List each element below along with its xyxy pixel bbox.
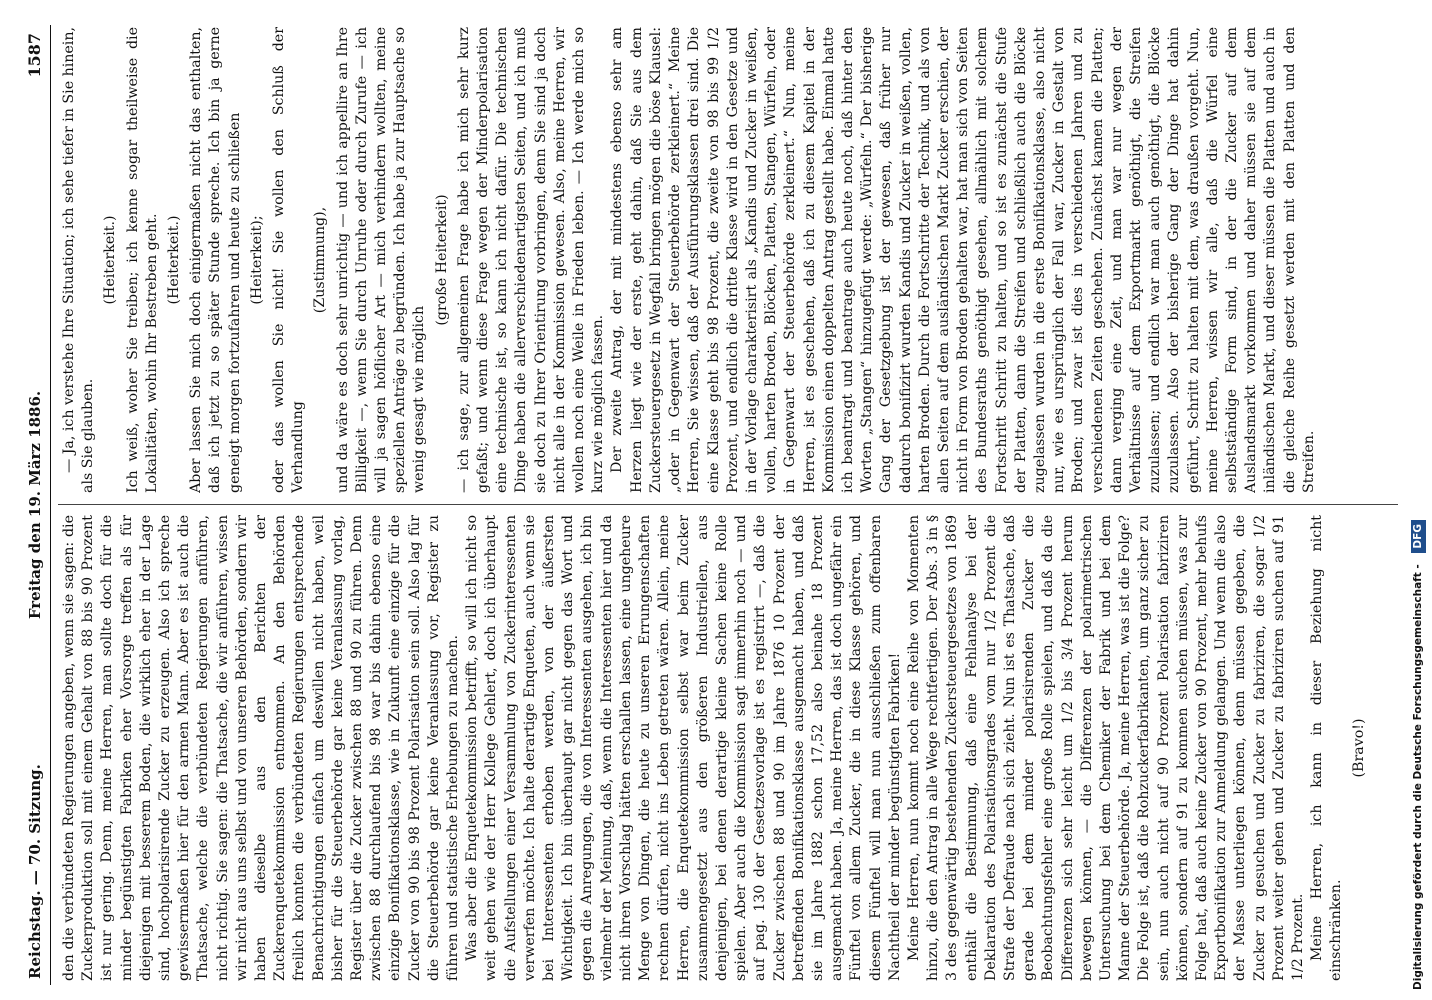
dfg-logo: DFG [1411,520,1426,553]
page-number: 1587 [25,33,44,78]
paragraph: und da wäre es doch sehr unrichtig — und ich appellire an Ihre Billigkeit —, wenn Sie durch Unruhe oder durch Zurufe — ich will ja sagen höflicher Art — mich verhindern wollten, meine speziellen Anträge zu begründen. Ich habe ja zur Hauptsache so wenig gesagt wie möglich [334,27,428,493]
paragraph: Meine Herren, ich kann in dieser Beziehung nicht einschränken. [1309,515,1345,981]
credit-text: Digitalisierung gefördert durch die Deutsche Forschungsgemeinschaft - [1412,564,1424,990]
paragraph: Meine Herren, nun kommt noch eine Reihe von Momenten hinzu, die den Antrag in alle Wege rechtfertigen. Der Abs. 3 in § 3 des gegenwärtig bestehenden Zuckersteuergesetzes von 1869 enthält die Bestimmung, daß eine Fehlanalyse bei der Deklaration des Polarisationsgrades vom nur 1/2 Prozent die Strafe der Defraude nach sich zieht. Nun ist es Thatsache, daß gerade bei dem minder polarisirenden Zucker die Beobachtungsfehler eine große Rolle spielen, und daß da die Differenzen sich sehr leicht um 1/2 bis 3/4 Prozent herum bewegen können, — die Differenzen der polarimetrischen Untersuchung bei dem Chemiker der Fabrik und bei dem Manne der Steuerbehörde. Ja, meine Herren, was ist die Folge? Die Folge ist, daß die Rohzuckerfabrikanten, um ganz sicher zu sein, nun auch nicht auf 90 Prozent Polarisation fabriziren können, sondern auf 91 zu kommen suchen müssen, was zur Folge hat, daß auch keine Zucker von 90 Prozent, mehr behufs Exportbonifikation zur Anmeldung gelangen. Und wenn die also der Masse unterliegen können, denn müssen gegeben, die Zucker zu gesuchen und Zucker zu fabriziren, die sogar 1/2 Prozent weiter gehen und Zucker zu fabriziren suchen auf 91 1/2 Prozent. [905,515,1306,981]
stage-direction: (Heiterkeit.) [102,215,119,305]
stage-direction: (Heiterkeit); [248,215,265,305]
header-session: Reichstag. — 70. Sitzung. [26,764,44,979]
text-column-right [60,27,1400,493]
stage-direction: (große Heiterkeit) [433,194,450,326]
paragraph: Aber lassen Sie mich doch einigermaßen nicht das enthalten, daß ich jetzt zu so später Stunde spreche. Ich bin ja gerne geneigt morgen fortzufahren und heute zu schließen [188,27,243,493]
stage-direction: (Zustimmung), [312,206,329,314]
paragraph: — ich sage, zur allgemeinen Frage habe ich mich sehr kurz gefaßt; und wenn diese Frage wegen der Minderpolarisation eine technische ist, so kann ich nicht dafür. Die technischen Dinge haben die allerverschiedenartigsten Seiten, und ich muß sie doch zu Ihrer Orientirung vorbringen, denn Sie sind ja doch nicht alle in der Kommission gewesen. Also, meine Herren, wir wollen noch eine Weile in Frieden leben. — Ich werde mich so kurz wie möglich fassen. [455,27,607,493]
paragraph: — Ja, ich verstehe Ihre Situation; ich sehe tiefer in Sie hinein, als Sie glauben. [61,27,97,493]
header-date: Freitag den 19. März 1886. [26,390,44,620]
stage-direction: (Heiterkeit.) [166,215,183,305]
paragraph: Der zweite Antrag, der mit mindestens ebenso sehr am Herzen liegt wie der erste, geht dahin, daß Sie aus dem Zuckersteuergesetz in Wegfall bringen mögen die böse Klausel: „oder in Gegenwart der Steuerbehörde zerkleinert.“ Meine Herren, Sie wissen, daß der Ausführungsklassen drei sind. Die eine Klasse geht bis 98 Prozent, die zweite von 98 bis 99 1/2 Prozent, und endlich die dritte Klasse wird in den Gesetze und in der Vorlage charakterisirt als „Kandis und Zucker in weißen, vollen, harten Broden, Blöcken, Platten, Stangen, Würfeln, oder in Gegenwart der Steuerbehörde zerkleinert.“ Nun, meine Herren, ist es geschehen, daß ich zu diesem Kapitel in der Kommission einen doppelten Antrag gestellt habe. Einmal hatte ich beantragt und beantrage auch heute noch, daß hinter den Worten „Stangen“ hinzugefügt werde: „Würfeln.“ Der bisherige Gang der Gesetzgebung ist der gewesen, daß früher nur dadurch bonifizirt wurden Kandis und Zucker in weißen, vollen, harten Broden. Durch die Fortschritte der Technik, und als von allen Seiten auf dem ausländischen Markt Zucker erschien, der nicht in Form von Broden gehalten war, hat man sich von Seiten des Bundesraths genöthigt gesehen, allmählich mit solchem Fortschritt Schritt zu halten, und so ist es zunächst die Stufe der Platten, dann die Streifen und schließlich auch die Blöcke zugelassen wurden in die erste Bonifikationsklasse, also nicht nur, wie es ursprünglich der Fall war, Zucker in Gestalt von Broden; und zwar ist dies in verschiedenen Jahren und zu verschiedenen Zeiten geschehen. Zunächst kamen die Platten; dann verging eine Zeit, und man war nur wegen der Verhältnisse auf dem Exportmarkt genöthigt, die Streifen zuzulassen; und endlich war man auch genöthigt, die Blöcke zuzulassen. Also der bisherige Gang der Dinge hat dahin geführt, Schritt zu halten mit dem, was draußen vorgeht. Nun, meine Herren, wissen wir alle, daß die Würfel eine selbstständige Form sind, in der die Zucker auf dem Auslandsmarkt vorkommen und daher müssen sie auf dem inländischen Markt, und dieser müssen die Platten und auch in die gleiche Reihe gesetzt werden mit den Platten und den Streifen. [609,27,1317,493]
digitization-credit [1405,0,1432,1000]
column-divider [58,504,1398,505]
stage-direction: (Bravo!) [1350,718,1367,778]
paragraph: den die verbündeten Regierungen angeben, wenn sie sagen: die Zuckerproduktion soll mit einem Gehalt von 88 bis 90 Prozent ist nur gering. Denn, meine Herren, man sollte doch für die minder begünstigten Fabriken eher Vorsorge treffen als für diejenigen mit besserem Boden, die wirklich eher in der Lage sind, hochpolarisirende Zucker zu erzeugen. Also ich spreche gewissermaßen hier für den armen Mann. Aber es ist auch die Thatsache, welche die verbündeten Regierungen anführen, nicht richtig. Sie sagen: die Thatsache, die wir anführen, wissen wir nicht aus uns selbst und von unseren Behörden, sondern wir haben dieselbe aus den Berichten der Zuckerenquetekommission entnommen. An den Behörden freilich konnten die verbündeten Regierungen entsprechende Benachrichtigungen einfach um deswillen nicht haben, weil bisher für die Steuerbehörde gar keine Veranlassung vorlag, Register über die Zucker zwischen 88 und 90 zu führen. Denn zwischen 88 durchlaufend bis 98 war bis dahin ebenso eine einzige Bonifikationsklasse, wie in Zukunft eine einzige für die Zucker von 90 bis 98 Prozent Polarisation sein soll. Also lag für die Steuerbehörde gar keine Veranlassung vor, Register zu führen und statistische Erhebungen zu machen. [61,515,462,981]
paragraph: Was aber die Enquetekommission betrifft, so will ich nicht so weit gehen wie der Herr Kollege Gehlert, doch ich überhaupt die Aufstellungen einer Versammlung von Zuckerinteressenten verwerfen möchte. Ich halte derartige Enqueten, auch wenn sie bei Interessenten erhoben werden, von der äußersten Wichtigkeit. Ich bin überhaupt gar nicht gegen das Wort und gegen die Anregungen, die von Interessenten ausgehen, ich bin vielmehr der Meinung, daß, wenn die Interessenten hier und da nicht ihren Vorschlag hätten erschallen lassen, eine ungeheure Menge von Dingen, die heute zu unseren Errungenschaften rechnen dürfen, nicht ins Leben getreten wären. Allein, meine Herren, die Enquetekommission selbst war beim Zucker zusammengesetzt aus den größeren Industriellen, aus denjenigen, bei denen derartige kleine Sachen keine Rolle spielen. Aber auch die Kommission sagt immerhin noch — und auf pag. 130 der Gesetzesvorlage ist es registrirt —, daß die Zucker zwischen 88 und 90 im Jahre 1876 10 Prozent der betreffenden Bonifikationsklasse ausgemacht haben, und daß sie im Jahre 1882 schon 17,52 also beinahe 18 Prozent ausgemacht haben. Ja, meine Herren, das ist doch ungefähr ein Fünftel von allem Zucker, die in diese Klasse gehören, und diesem Fünftel will man nun ausschließen zum offenbaren Nachtheil der minder begünstigten Fabriken! [464,515,903,981]
paragraph: oder das wollen Sie nicht! Sie wollen den Schluß der Verhandlung [271,27,307,493]
rotated-page-content [20,25,1415,985]
text-column-left [60,515,1400,981]
page-header [20,25,51,985]
paragraph: Ich weiß, woher Sie treiben; ich kenne sogar theilweise die Lokalitäten, wohin Ihr Bestreben geht. [124,27,160,493]
